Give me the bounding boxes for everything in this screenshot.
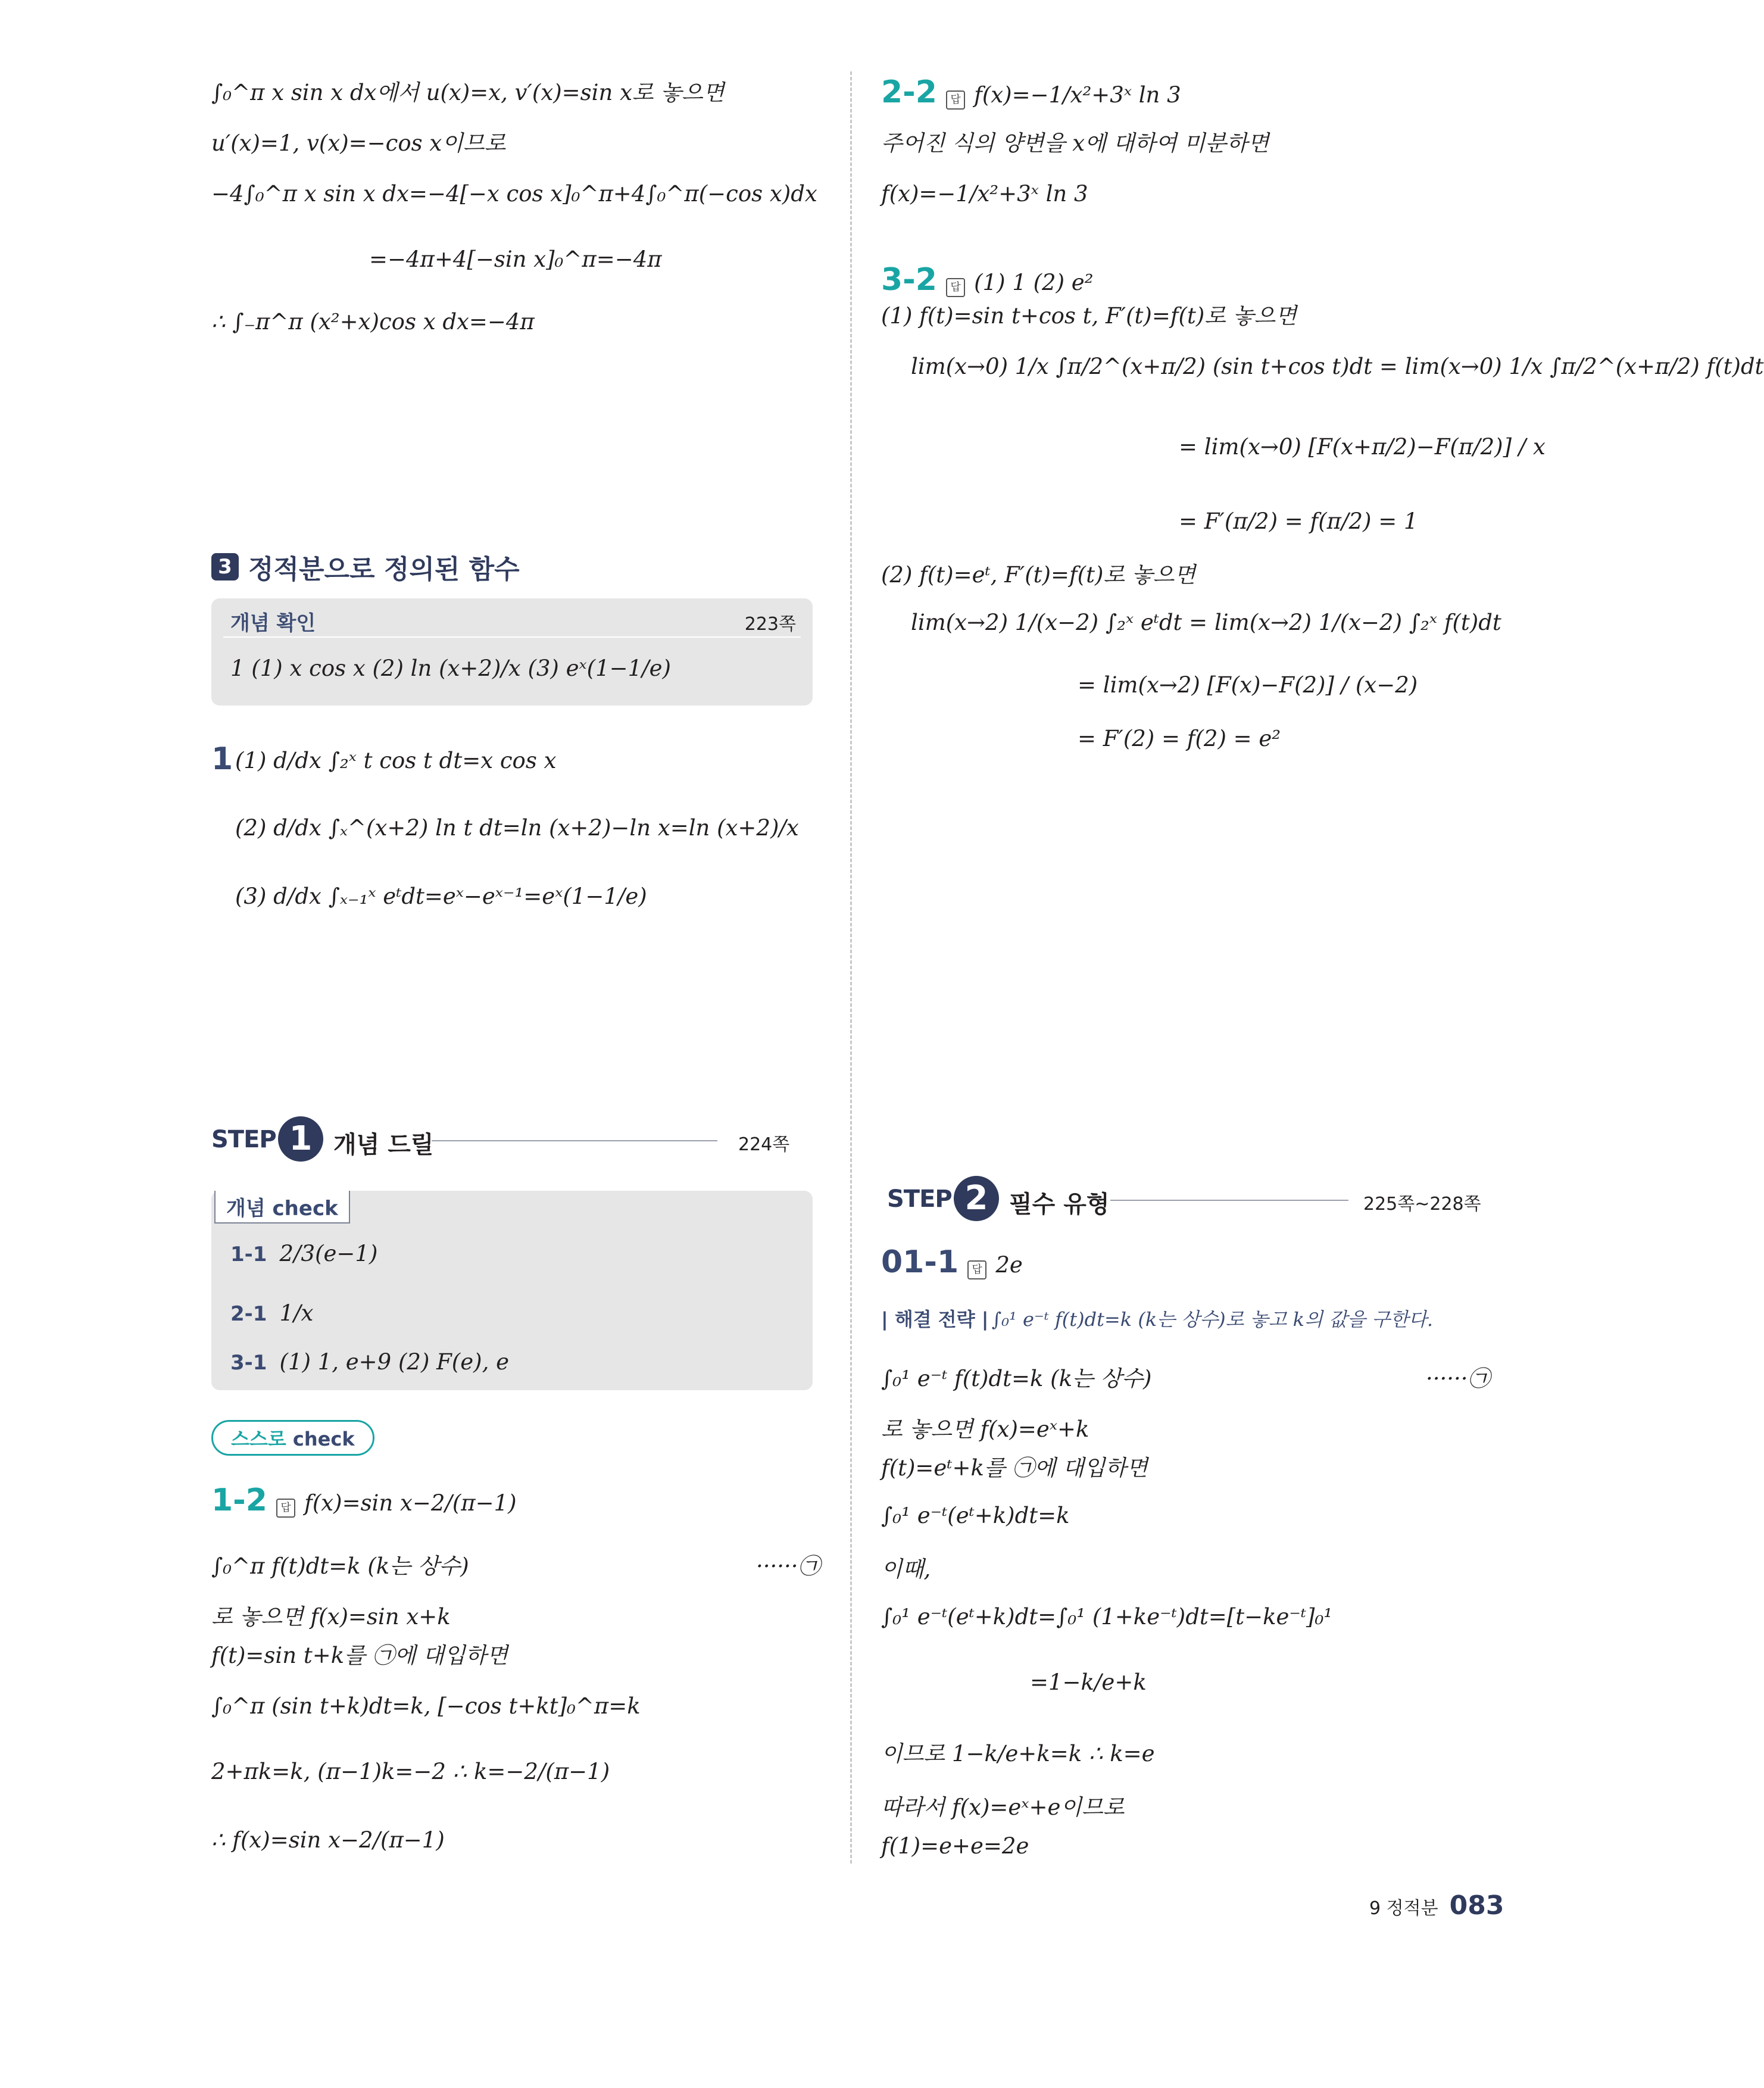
concept-confirm-answer: 1 (1) x cos x (2) ln (x+2)/x (3) eˣ(1−1/e) — [230, 656, 671, 681]
concept-check-num-3: 3-1 — [230, 1351, 267, 1375]
problem-01-1-line-2: 로 놓으면 f(x)=eˣ+k — [881, 1416, 1089, 1442]
page-footer — [1369, 1890, 1504, 1921]
problem-3-2-line-6: lim(x→2) 1/(x−2) ∫₂ˣ eᵗdt = lim(x→2) 1/(x−2) ∫₂ˣ f(t)dt — [911, 610, 1501, 635]
problem-01-1-line-10: f(1)=e+e=2e — [881, 1833, 1029, 1859]
problem-1-2-line-5: 2+πk=k, (π−1)k=−2 ∴ k=−2/(π−1) — [211, 1759, 610, 1784]
section-3-title: 정적분으로 정의된 함수 — [248, 554, 520, 585]
problem-1-2-number: 1-2 — [211, 1482, 267, 1518]
step-2-word: STEP — [887, 1185, 952, 1213]
problem-3-2-line-1: (1) f(t)=sin t+cos t, F′(t)=f(t)로 놓으면 — [881, 303, 1297, 329]
footer-chapter: 9 정적분 — [1369, 1898, 1438, 1919]
problem-1-2-line-2: 로 놓으면 f(x)=sin x+k — [211, 1604, 451, 1630]
problem-1-part-3: (3) d/dx ∫ₓ₋₁ˣ eᵗdt=eˣ−eˣ⁻¹=eˣ(1−1/e) — [235, 884, 647, 909]
step-2-circle: 2 — [954, 1176, 999, 1221]
problem-01-1-line-4: ∫₀¹ e⁻ᵗ(eᵗ+k)dt=k — [881, 1503, 1070, 1528]
concept-check-text-2: 1/x — [279, 1300, 314, 1326]
problem-01-1-line-8: 이므로 1−k/e+k=k ∴ k=e — [881, 1741, 1155, 1766]
strategy-label-text: 해결 전략 — [894, 1308, 975, 1331]
problem-3-2-line-5: (2) f(t)=eᵗ, F′(t)=f(t)로 놓으면 — [881, 562, 1196, 588]
problem-2-2-heading — [881, 74, 1181, 111]
footer-page-number: 083 — [1449, 1890, 1504, 1921]
answer-mark-icon: 답 — [276, 1499, 295, 1518]
self-check-pill — [211, 1420, 374, 1456]
answer-mark-icon: 답 — [967, 1260, 986, 1279]
problem-01-1-answer: 2e — [995, 1252, 1023, 1278]
self-check-rest: check — [286, 1428, 355, 1450]
concept-check-num-1: 1-1 — [230, 1243, 267, 1266]
strategy-text: ∫₀¹ e⁻ᵗ f(t)dt=k (k는 상수)로 놓고 k의 값을 구한다. — [991, 1308, 1434, 1331]
problem-1-part-1: (1) d/dx ∫₂ˣ t cos t dt=x cos x — [235, 748, 557, 773]
problem-3-2-number: 3-2 — [881, 262, 937, 298]
step-1-pages: 224쪽 — [738, 1134, 790, 1155]
problem-01-1-line-3: f(t)=eᵗ+k를 ㉠에 대입하면 — [881, 1455, 1148, 1481]
problem-01-1-strategy — [881, 1304, 1433, 1335]
problem-01-1-tag: ······㉠ — [1426, 1366, 1490, 1391]
problem-2-2-number: 2-2 — [881, 74, 937, 110]
left-top-line-4: =−4π+4[−sin x]₀^π=−4π — [369, 246, 662, 272]
column-divider — [850, 71, 852, 1864]
problem-3-2-heading — [881, 262, 1094, 298]
concept-check-item-2 — [230, 1298, 313, 1329]
concept-confirm-page: 223쪽 — [744, 614, 796, 635]
problem-1-number: 1 — [211, 741, 233, 777]
step-1-word: STEP — [211, 1126, 276, 1153]
concept-check-text-3: (1) 1, e+9 (2) F(e), e — [279, 1349, 509, 1375]
problem-01-1-number: 01-1 — [881, 1244, 959, 1280]
problem-01-1-line-9: 따라서 f(x)=eˣ+e이므로 — [881, 1794, 1125, 1820]
problem-2-2-answer: f(x)=−1/x²+3ˣ ln 3 — [974, 82, 1181, 108]
problem-3-2-line-3: = lim(x→0) [F(x+π/2)−F(π/2)] / x — [1179, 434, 1546, 460]
step-2-header — [887, 1176, 1488, 1224]
problem-01-1-line-6: ∫₀¹ e⁻ᵗ(eᵗ+k)dt=∫₀¹ (1+ke⁻ᵗ)dt=[t−ke⁻ᵗ]₀¹ — [881, 1604, 1333, 1630]
concept-confirm-box — [211, 598, 813, 706]
problem-3-2-line-7: = lim(x→2) [F(x)−F(2)] / (x−2) — [1078, 672, 1418, 698]
left-top-line-5: ∴ ∫₋π^π (x²+x)cos x dx=−4π — [211, 309, 535, 335]
problem-3-2-line-8: = F′(2) = f(2) = e² — [1078, 726, 1281, 751]
answer-mark-icon: 답 — [946, 90, 965, 110]
problem-01-1-line-7: =1−k/e+k — [1030, 1669, 1147, 1695]
problem-2-2-line-1: 주어진 식의 양변을 x에 대하여 미분하면 — [881, 130, 1269, 156]
concept-check-num-2: 2-1 — [230, 1302, 267, 1326]
step-1-header — [211, 1116, 807, 1164]
concept-check-tab: 개념 check — [214, 1191, 350, 1224]
problem-3-2-answer: (1) 1 (2) e² — [974, 270, 1094, 295]
left-top-line-3: −4∫₀^π x sin x dx=−4[−x cos x]₀^π+4∫₀^π(−cos x)dx — [211, 181, 817, 207]
problem-2-2-line-2: f(x)=−1/x²+3ˣ ln 3 — [881, 181, 1088, 207]
problem-3-2-line-4: = F′(π/2) = f(π/2) = 1 — [1179, 508, 1418, 534]
step-2-pages: 225쪽~228쪽 — [1363, 1194, 1481, 1215]
strategy-label: | 해결 전략 | — [881, 1308, 989, 1331]
problem-01-1-line-1: ∫₀¹ e⁻ᵗ f(t)dt=k (k는 상수) — [881, 1366, 1152, 1391]
self-check-teal: 스스로 — [231, 1428, 286, 1450]
section-3-badge: 3 — [211, 553, 239, 580]
step-2-title: 필수 유형 — [1009, 1191, 1110, 1218]
concept-check-item-3 — [230, 1347, 509, 1378]
problem-1-2-line-3: f(t)=sin t+k를 ㉠에 대입하면 — [211, 1643, 508, 1668]
problem-1-2-line-6: ∴ f(x)=sin x−2/(π−1) — [211, 1827, 445, 1853]
concept-check-text-1: 2/3(e−1) — [279, 1241, 378, 1266]
concept-check-item-1 — [230, 1238, 377, 1269]
problem-01-1-line-5: 이때, — [881, 1556, 931, 1582]
problem-3-2-line-2: lim(x→0) 1/x ∫π/2^(x+π/2) (sin t+cos t)dt = lim(x→0) 1/x ∫π/2^(x+π/2) f(t)dt — [911, 354, 1764, 379]
problem-1-2-line-4: ∫₀^π (sin t+k)dt=k, [−cos t+kt]₀^π=k — [211, 1693, 641, 1719]
left-top-line-1: ∫₀^π x sin x dx에서 u(x)=x, v′(x)=sin x로 놓으면 — [211, 80, 725, 105]
problem-1-2-tag: ······㉠ — [756, 1553, 820, 1579]
problem-1-2-heading — [211, 1482, 517, 1519]
problem-1-part-2: (2) d/dx ∫ₓ^(x+2) ln t dt=ln (x+2)−ln x=ln (x+2)/x — [235, 815, 799, 841]
concept-divider — [223, 636, 801, 638]
answer-mark-icon: 답 — [946, 278, 965, 297]
problem-01-1-heading — [881, 1244, 1023, 1281]
step-1-rule — [432, 1140, 717, 1141]
concept-confirm-label: 개념 확인 — [230, 611, 316, 635]
section-3-header — [211, 548, 520, 586]
problem-1-2-line-1: ∫₀^π f(t)dt=k (k는 상수) — [211, 1553, 469, 1579]
step-1-circle: 1 — [278, 1116, 323, 1162]
step-1-title: 개념 드릴 — [333, 1131, 434, 1159]
problem-1-2-answer: f(x)=sin x−2/(π−1) — [304, 1490, 517, 1516]
step-2-rule — [1110, 1200, 1348, 1201]
left-top-line-2: u′(x)=1, v(x)=−cos x이므로 — [211, 130, 506, 156]
